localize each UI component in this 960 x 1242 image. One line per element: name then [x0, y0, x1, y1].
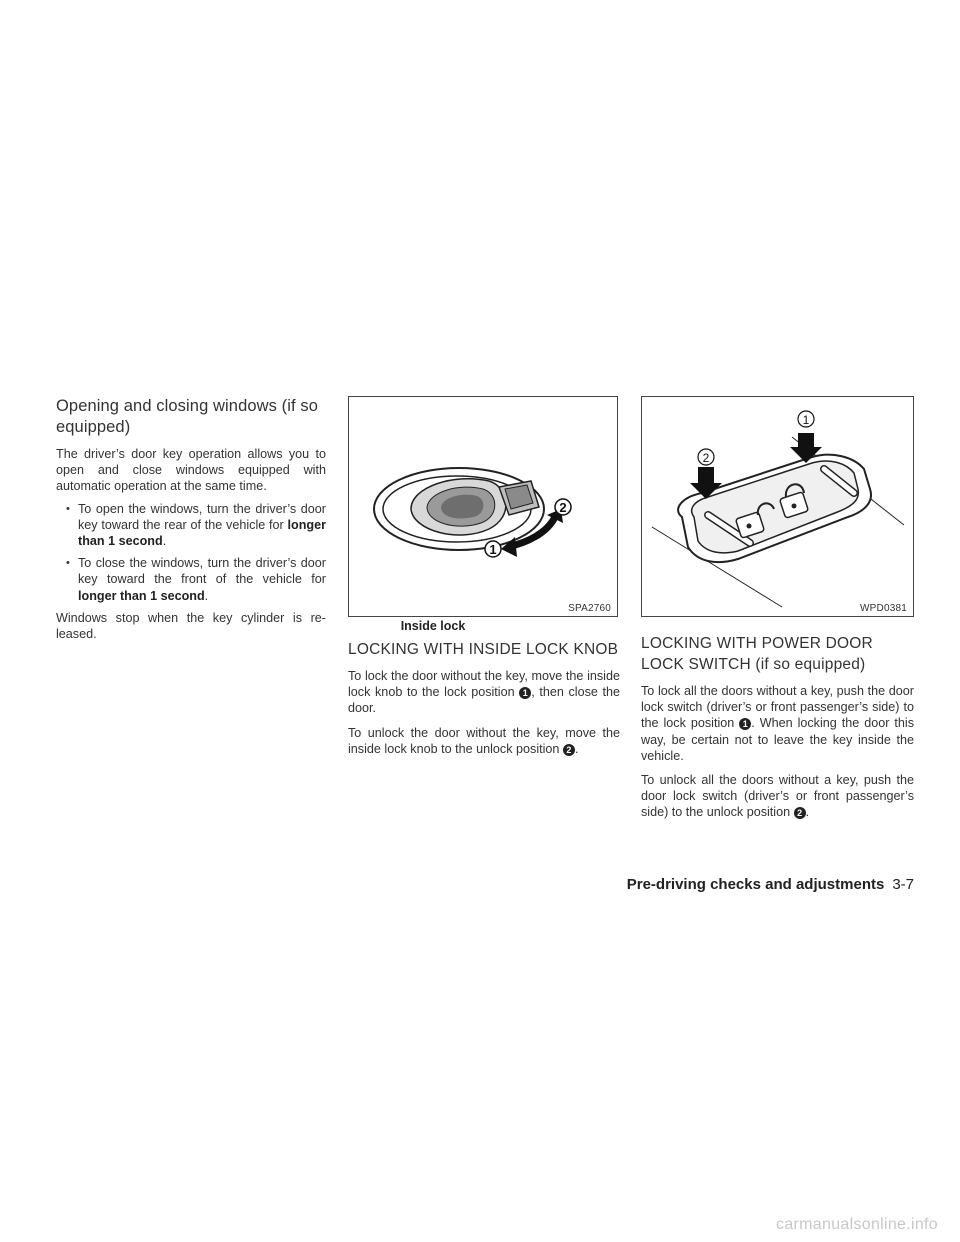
paragraph-lock: To lock the door without the key, move the inside lock knob to the lock position 1 , then close the door.	[348, 669, 621, 716]
figure-inside-lock	[348, 396, 618, 617]
figure-power-lock-switch	[641, 396, 914, 617]
inside-lock-illustration	[349, 397, 619, 618]
callout-2-icon: 2	[563, 744, 575, 756]
bold-duration: longer than 1 second	[78, 588, 205, 603]
paragraph-lock: To lock all the doors without a key, push the door lock switch (driver’s or front passenger’s side) to the lock position 1 . When locking the door this way, be certain not to leave the key inside the vehicle.	[641, 684, 915, 763]
bullet-open-windows: • To open the windows, turn the driver’s door key toward the rear of the vehicle for longer than 1 second.	[56, 501, 326, 550]
bullet-close-windows: • To close the windows, turn the driver’s door key toward the front of the vehicle for longer than 1 second.	[56, 555, 326, 604]
outro-paragraph: Windows stop when the key cylinder is released.	[56, 610, 326, 642]
watermark: carmanualsonline.info	[776, 1216, 938, 1233]
figure-code: WPD0381	[860, 603, 907, 614]
page-footer	[627, 876, 914, 893]
paragraph-unlock: To unlock all the doors without a key, push the door lock switch (driver’s or front passenger’s side) to the unlock position 2 .	[641, 773, 914, 820]
intro-paragraph: The driver’s door key operation allows you to open and close windows equipped with automatic operation at the same time.	[56, 447, 326, 494]
bold-duration: longer than 1 second	[78, 517, 326, 549]
svg-text:2: 2	[702, 451, 710, 465]
footer-section-title: Pre-driving checks and adjustments	[626, 876, 885, 893]
callout-1-icon: 1	[519, 687, 531, 699]
power-lock-switch-illustration	[642, 397, 915, 618]
bullet-list	[56, 501, 326, 604]
callout-1-icon: 1	[739, 718, 751, 730]
paragraph-unlock: To unlock the door without the key, move the inside lock knob to the unlock position 2 .	[348, 725, 620, 756]
page-number: 3-7	[892, 876, 914, 893]
callout-2-icon: 2	[794, 807, 806, 819]
column-windows	[56, 396, 326, 642]
svg-text:1: 1	[489, 542, 497, 557]
section-heading-windows: Opening and closing windows (if so equipped)	[56, 397, 319, 436]
column-inside-lock	[348, 396, 620, 757]
section-heading-inside-lock: LOCKING WITH INSIDE LOCK KNOB	[348, 641, 619, 658]
section-heading-power-lock: LOCKING WITH POWER DOOR LOCK SWITCH (if so equipped)	[641, 635, 873, 673]
svg-text:2: 2	[559, 500, 567, 515]
column-power-lock	[641, 396, 914, 821]
figure-code: SPA2760	[568, 603, 611, 614]
svg-text:1: 1	[802, 413, 810, 427]
figure-caption: Inside lock	[400, 619, 466, 633]
